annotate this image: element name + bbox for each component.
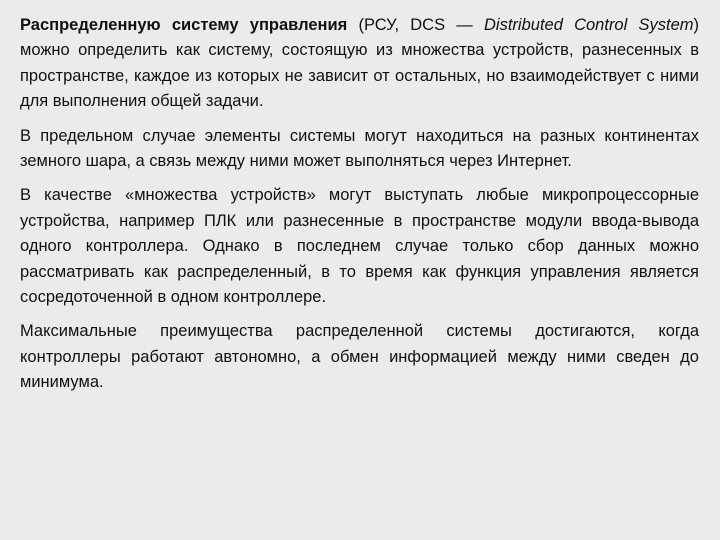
definition-rest: ) можно определить как систему, состоящую из множества устройств, разнесенных в пространстве, каждое из которых не зависит от остальных, но взаимодействует с ними для выполнения общей задачи. <box>20 16 699 111</box>
definition-intro: (РСУ, DCS — <box>347 16 485 34</box>
paragraph-limit-case: В предельном случае элементы системы могут находиться на разных континентах земного шара, а связь между ними может выполняться через Интернет. <box>20 126 699 171</box>
paragraph-advantages: Максимальные преимущества распределенной системы достигаются, когда контроллеры работают автономно, а обмен информацией между ними сведен до минимума. <box>20 322 699 392</box>
english-term-italic: Distributed Control System <box>484 16 694 34</box>
paragraph-definition <box>20 13 699 115</box>
paragraph-devices: В качестве «множества устройств» могут выступать любые микропроцессорные устройства, например ПЛК или разнесенные в пространстве модули ввода-вывода одного контроллера. Однако в последнем случае только сбор данных можно рассматривать как распределенный, в то время как функция управления является сосредоточенной в одном контроллере. <box>20 186 699 307</box>
term-bold: Распределенную систему управления <box>20 16 348 34</box>
